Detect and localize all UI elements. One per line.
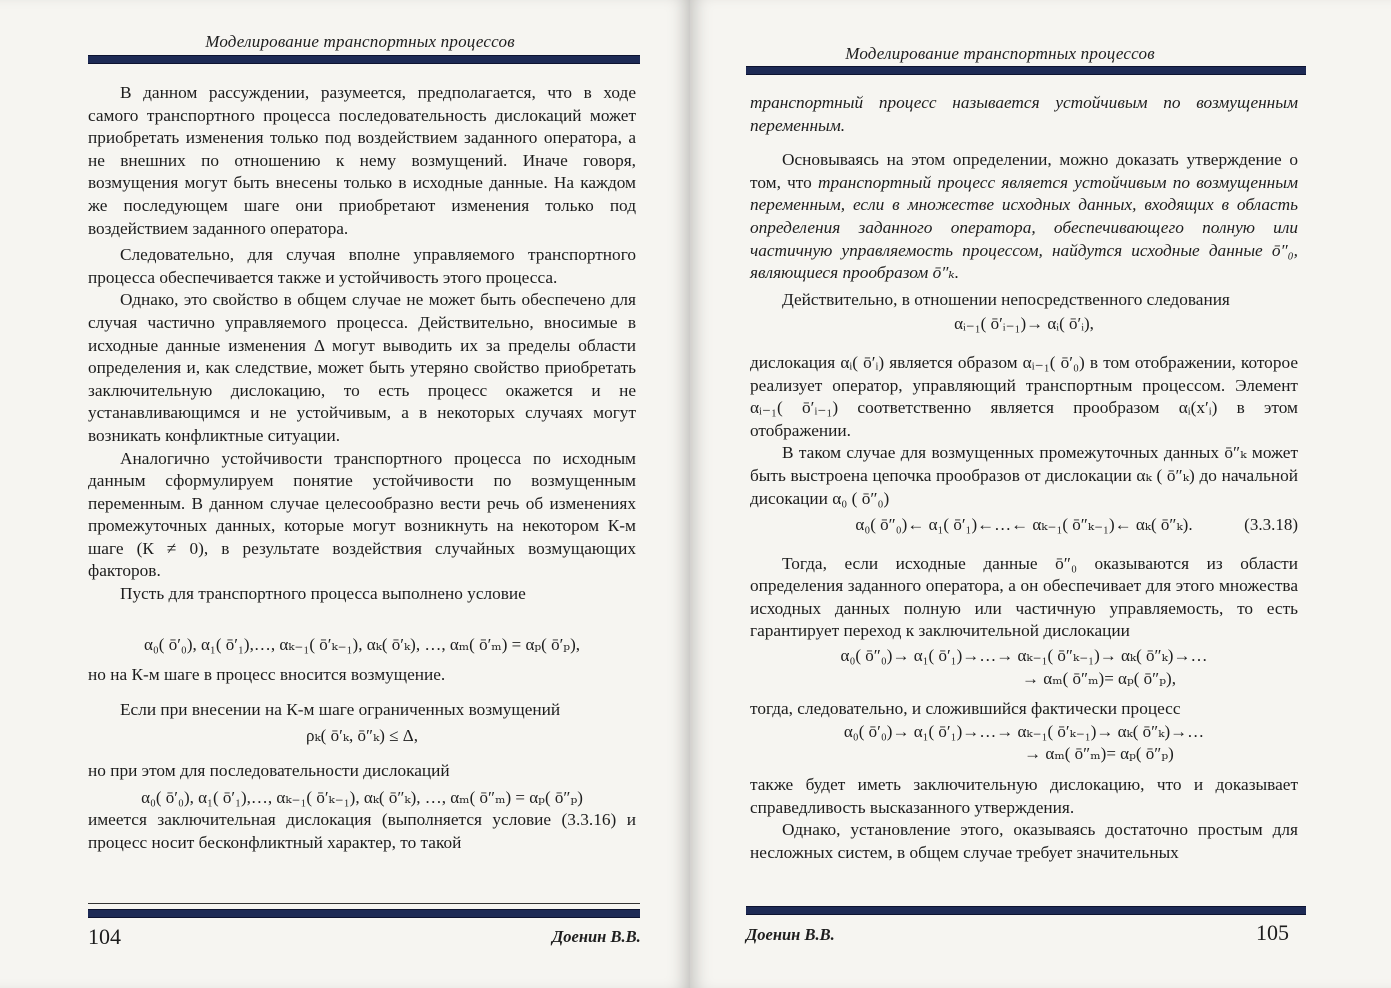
right-formula-4b: → αₘ( ō″ₘ)= αₚ( ō″ₚ) [1024,744,1174,764]
left-formula-3: α₀( ō′₀), α₁( ō′₁),…, αₖ₋₁( ō′ₖ₋₁), αₖ( ō″ₖ), …, αₘ( ō″ₘ) = αₚ( ō″ₚ) [141,787,583,807]
left-footer-rule-thin [88,903,640,904]
right-page [690,0,1391,988]
left-paragraph-2: Следовательно, для случая вполне управляемого транспортного процесса обеспечивается также и устойчивость этого процесса. [88,245,636,287]
right-paragraph-9: Однако, установление этого, оказываясь достаточно простым для несложных систем, в общем случае требует значительных [750,820,1298,862]
right-header-rule [746,66,1306,75]
right-formula-4a: α₀( ō′₀)→ α₁( ō′₁)→…→ αₖ₋₁( ō′ₖ₋₁)→ αₖ( ō″ₖ)→… [843,721,1205,741]
left-paragraph-3: Однако, это свойство в общем случае не может быть обеспечено для случая частично управляемого процесса. Действительно, вносимые в исходные данные изменения Δ могут выводить их за пределы области определения и, как следствие, может быть утеряно свойство приобретать заключительную дислокацию, то есть процесс окажется и не устанавливающимся и не устойчивым, а в некоторых случаях могут возникать конфликтные ситуации. [88,290,636,445]
right-paragraph-5: В таком случае для возмущенных промежуточных данных ō″ₖ может быть выстроена цепочка прообразов от дислокации αₖ ( ō″ₖ) до начальной дисокации α₀ ( ō″₀) [750,443,1298,508]
right-paragraph-6: Тогда, если исходные данные ō″₀ оказываются из области определения заданного оператора, а он обеспечивает для этого множества исходных данных полную или частичную управляемость, то есть гарантирует переход к заключительной дислокации [750,553,1298,641]
right-formula-3a: α₀( ō″₀)→ α₁( ō′₁)→…→ αₖ₋₁( ō″ₖ₋₁)→ αₖ( ō″ₖ)→… [840,646,1208,666]
left-author: Доенин В.В. [552,927,641,946]
left-formula-2: ρₖ( ō′ₖ, ō″ₖ) ≤ Δ, [306,726,418,746]
left-page [0,0,690,988]
right-paragraph-3: Действительно, в отношении непосредственного следования [782,289,1230,309]
left-paragraph-5: Пусть для транспортного процесса выполнено условие [120,584,526,604]
right-paragraph-2 [750,149,1298,285]
right-running-header: Моделирование транспортных процессов [845,44,1155,63]
left-footer-rule [88,909,640,918]
left-formula-1: α₀( ō′₀), α₁( ō′₁),…, αₖ₋₁( ō′ₖ₋₁), αₖ( ō′ₖ), …, αₘ( ō′ₘ) = αₚ( ō′ₚ), [143,634,581,654]
right-formula-2-number: (3.3.18) [1244,515,1298,535]
right-formula-2-expression: α₀( ō″₀)← α₁( ō′₁)←…← αₖ₋₁( ō″ₖ₋₁)← αₖ( ō″ₖ). [855,515,1193,535]
right-paragraph-2-theorem: транспортный процесс является устойчивым по возмущенным переменным, если в множестве исходных данных, входящих в область определения заданного оператора, обеспечивающего полную или частичную управляемость процессом, найдутся исходные данные ō″₀, являющиеся прообразом ō″ₖ. [750,172,1298,283]
left-page-number: 104 [88,924,121,949]
right-footer-rule [746,906,1306,915]
right-paragraph-4: дислокация αᵢ( ō′ᵢ) является образом αᵢ₋₁( ō′₀) в том отображении, которое реализует оператор, управляющий транспортным процессом. Элемент αᵢ₋₁( ō′ᵢ₋₁) соответственно является прообразом αᵢ(x′ᵢ) в этом отображении. [750,352,1298,440]
right-body [750,92,1298,864]
right-paragraph-8: также будет иметь заключительную дислокацию, что и доказывает справедливость высказанного утверждения. [750,775,1298,817]
right-paragraph-2-lead: Основываясь на этом определении, можно доказать утверждение о том, что [750,150,1298,192]
right-paragraph-1: транспортный процесс называется устойчивым по возмущенным переменным. [750,93,1298,135]
right-formula-1: αᵢ₋₁( ō′ᵢ₋₁)→ αᵢ( ō′ᵢ), [954,314,1094,334]
right-page-number: 105 [1256,920,1289,945]
left-paragraph-1: В данном рассуждении, разумеется, предполагается, что в ходе самого транспортного процесса последовательность дислокаций может приобретать изменения только под воздействием заданного оператора, а не внешних по отношению к нему возмущений. Иначе говоря, возмущения могут быть внесены только в исходные данные. На каждом же последующем шаге они приобретают изменения только под воздействием заданного оператора. [88,83,636,238]
left-body [88,82,636,854]
left-header-rule [88,55,640,64]
right-formula-2 [750,514,1298,537]
left-running-header: Моделирование транспортных процессов [205,32,515,51]
right-formula-3b: → αₘ( ō″ₘ)= αₚ( ō″ₚ), [1022,668,1176,688]
right-paragraph-7: тогда, следовательно, и сложившийся фактически процесс [750,699,1181,719]
left-paragraph-8: но при этом для последовательности дислокаций [88,761,450,781]
left-paragraph-9: имеется заключительная дислокация (выполняется условие (3.3.16) и процесс носит бесконфликтный характер, то такой [88,810,636,852]
right-author: Доенин В.В. [746,925,835,944]
left-paragraph-7: Если при внесении на К-м шаге ограниченных возмущений [120,699,561,719]
left-paragraph-6: но на К-м шаге в процесс вносится возмущение. [88,665,446,685]
left-paragraph-4: Аналогично устойчивости транспортного процесса по исходным данным сформулируем понятие устойчивости по возмущенным переменным. В данном случае целесообразно вести речь об изменениях промежуточных данных, которые могут возникнуть на некотором К-м шаге (К ≠ 0), в результате воздействия случайных возмущающих факторов. [88,448,636,581]
